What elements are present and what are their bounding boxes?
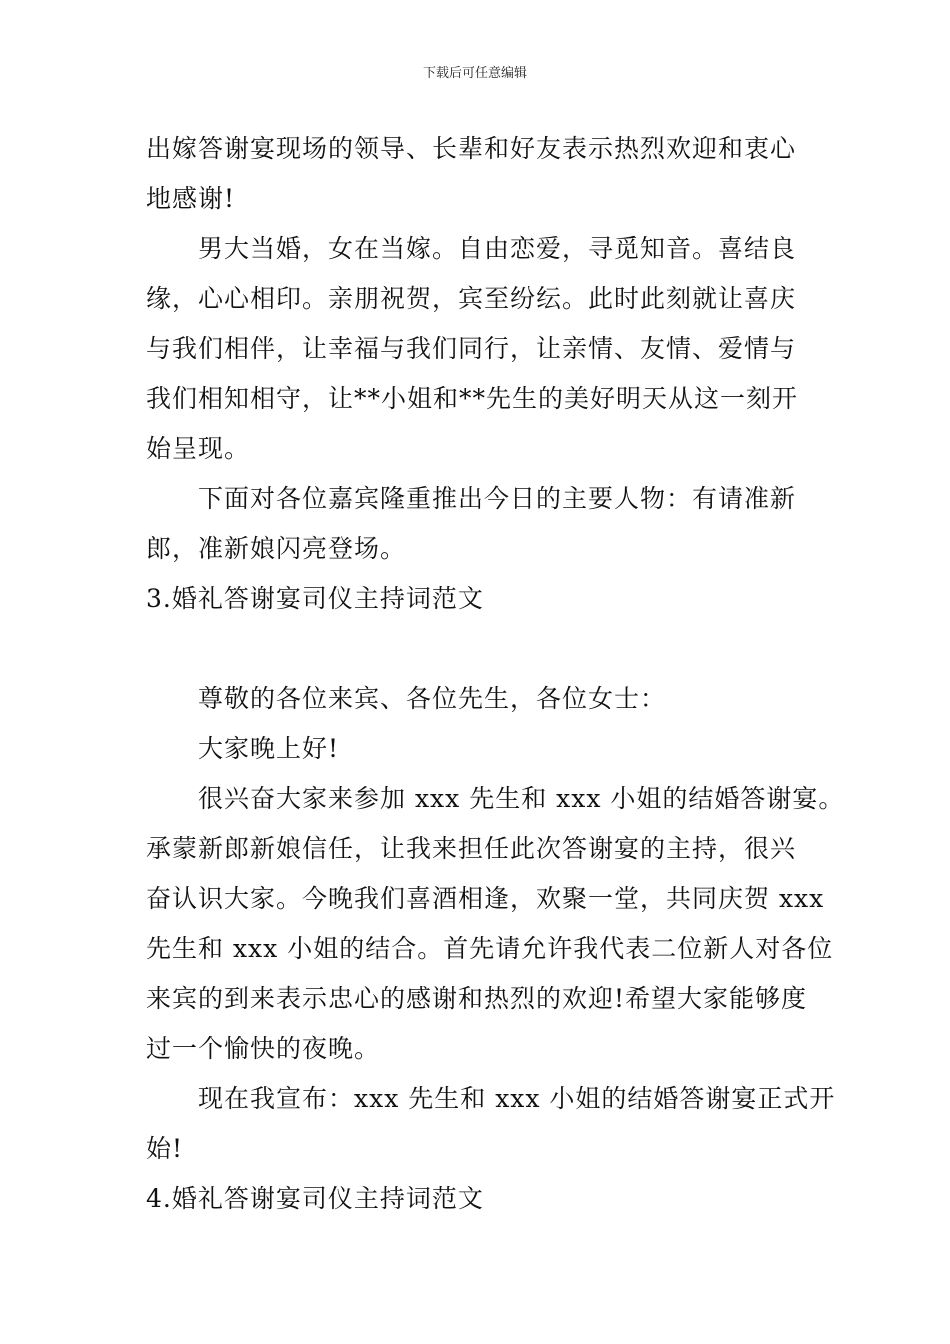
text-line: 大家晚上好! — [198, 734, 340, 763]
paragraph — [146, 124, 810, 224]
paragraph — [146, 724, 810, 774]
page-header: 下载后可任意编辑 — [422, 66, 527, 81]
text-line: 现在我宣布：xxx 先生和 xxx 小姐的结婚答谢宴正式开 — [198, 1084, 836, 1113]
text-line: 很兴奋大家来参加 xxx 先生和 xxx 小姐的结婚答谢宴。 — [198, 784, 845, 813]
text-line: 与我们相伴，让幸福与我们同行，让亲情、友情、爱情与 — [146, 334, 797, 363]
document-body — [146, 124, 845, 1224]
text-line: 先生和 xxx 小姐的结合。首先请允许我代表二位新人对各位 — [146, 934, 834, 963]
text-line: 来宾的到来表示忠心的感谢和热烈的欢迎!希望大家能够度 — [146, 984, 808, 1013]
blank-line — [146, 624, 810, 674]
text-line: 尊敬的各位来宾、各位先生，各位女士： — [198, 684, 667, 713]
text-line: 男大当婚，女在当嫁。自由恋爱，寻觅知音。喜结良 — [198, 234, 797, 263]
text-line: 出嫁答谢宴现场的领导、长辈和好友表示热烈欢迎和衷心 — [146, 134, 797, 163]
text-line: 我们相知相守，让**小姐和**先生的美好明天从这一刻开 — [146, 384, 799, 413]
paragraph — [146, 674, 810, 724]
paragraph — [146, 1074, 836, 1174]
text-line: 缘，心心相印。亲朋祝贺，宾至纷纭。此时此刻就让喜庆 — [146, 284, 797, 313]
paragraph — [146, 774, 845, 1074]
text-line: 始! — [146, 1134, 184, 1163]
text-line: 郎，准新娘闪亮登场。 — [146, 534, 407, 563]
text-line: 承蒙新郎新娘信任，让我来担任此次答谢宴的主持，很兴 — [146, 834, 797, 863]
paragraph — [146, 474, 810, 574]
section-heading: 4.婚礼答谢宴司仪主持词范文 — [146, 1184, 484, 1213]
paragraph — [146, 224, 810, 474]
text-line: 过一个愉快的夜晚。 — [146, 1034, 381, 1063]
text-line: 奋认识大家。今晚我们喜酒相逢，欢聚一堂，共同庆贺 xxx — [146, 884, 825, 913]
text-line: 始呈现。 — [146, 434, 251, 463]
text-line: 下面对各位嘉宾隆重推出今日的主要人物：有请准新 — [198, 484, 797, 513]
section-heading: 3.婚礼答谢宴司仪主持词范文 — [146, 584, 484, 613]
text-line: 地感谢! — [146, 184, 236, 213]
